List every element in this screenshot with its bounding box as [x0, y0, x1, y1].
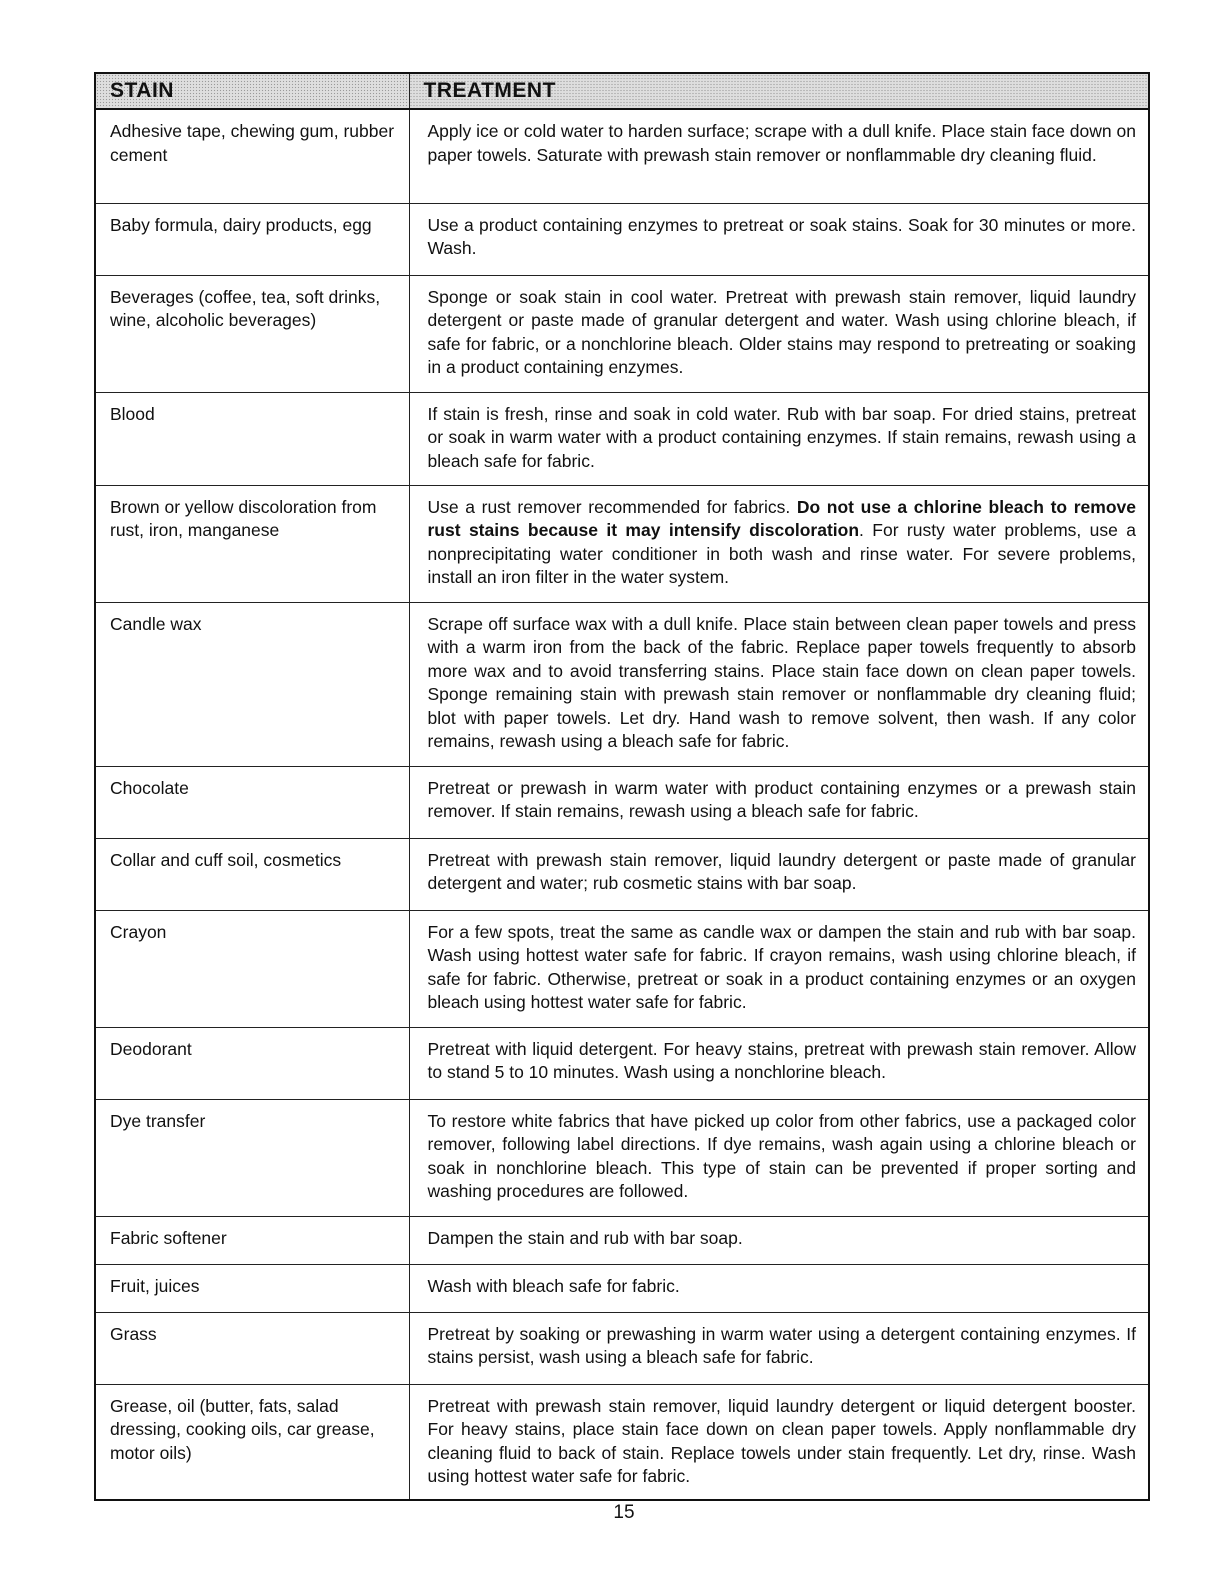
- treatment-cell: If stain is fresh, rinse and soak in cold water. Rub with bar soap. For dried stains, pretreat or soak in warm water with a product containing enzymes. If stain remains, rewash using a bleach safe for fabric.: [409, 392, 1149, 485]
- stain-cell: Chocolate: [95, 766, 409, 838]
- table-row: [95, 485, 1149, 602]
- treatment-cell: To restore white fabrics that have picked up color from other fabrics, use a packaged color remover, following label directions. If dye remains, wash again using a chlorine bleach or soak in nonchlorine bleach. This type of stain can be prevented if proper sorting and washing procedures are followed.: [409, 1099, 1149, 1216]
- stain-cell: Deodorant: [95, 1027, 409, 1099]
- treatment-cell: Apply ice or cold water to harden surface; scrape with a dull knife. Place stain face down on paper towels. Saturate with prewash stain remover or nonflammable dry cleaning fluid.: [409, 109, 1149, 203]
- table-row: [95, 1264, 1149, 1312]
- table-row: [95, 1312, 1149, 1384]
- table-row: [95, 392, 1149, 485]
- treatment-cell: Sponge or soak stain in cool water. Pretreat with prewash stain remover, liquid laundry detergent or paste made of granular detergent and water. Wash using chlorine bleach, if safe for fabric, or a nonchlorine bleach. Older stains may respond to pretreating or soaking in a product containing enzymes.: [409, 275, 1149, 392]
- stain-column-header: STAIN: [95, 73, 409, 109]
- treatment-cell: Scrape off surface wax with a dull knife. Place stain between clean paper towels and press with a warm iron from the back of the fabric. Replace paper towels frequently to absorb more wax and to avoid transferring stains. Place stain face down on clean paper towels. Sponge remaining stain with prewash stain remover or nonflammable dry cleaning fluid; blot with paper towels. Let dry. Hand wash to remove solvent, then wash. If any color remains, rewash using a bleach safe for fabric.: [409, 602, 1149, 766]
- treatment-cell: For a few spots, treat the same as candle wax or dampen the stain and rub with bar soap. Wash using hottest water safe for fabric. If crayon remains, wash using chlorine bleach, if safe for fabric. Otherwise, pretreat or soak in a product containing enzymes or an oxygen bleach using hottest water safe for fabric.: [409, 910, 1149, 1027]
- treatment-text: Use a rust remover recommended for fabrics.: [427, 496, 797, 517]
- stain-cell: Fruit, juices: [95, 1264, 409, 1312]
- rust-warning-text: Do not use a chlorine bleach to remove rust stains because it may intensify discoloration: [427, 496, 1136, 540]
- stain-cell: Adhesive tape, chewing gum, rubber cement: [95, 109, 409, 203]
- stain-cell: Baby formula, dairy products, egg: [95, 203, 409, 275]
- page-number: 15: [613, 1502, 635, 1523]
- treatment-cell: Pretreat with prewash stain remover, liquid laundry detergent or liquid detergent booster. For heavy stains, place stain face down on clean paper towels. Apply nonflammable dry cleaning fluid to back of stain. Replace towels under stain frequently. Let dry, rinse. Wash using hottest water safe for fabric.: [409, 1384, 1149, 1500]
- stain-treatment-table: [94, 72, 1150, 1501]
- stain-cell: Blood: [95, 392, 409, 485]
- stain-cell: Beverages (coffee, tea, soft drinks, wine, alcoholic beverages): [95, 275, 409, 392]
- table-row: [95, 203, 1149, 275]
- stain-cell: Brown or yellow discoloration from rust, iron, manganese: [95, 485, 409, 602]
- treatment-cell: Pretreat by soaking or prewashing in warm water using a detergent containing enzymes. If stains persist, wash using a bleach safe for fabric.: [409, 1312, 1149, 1384]
- table-row: [95, 838, 1149, 910]
- treatment-cell: Pretreat with prewash stain remover, liquid laundry detergent or paste made of granular detergent and water; rub cosmetic stains with bar soap.: [409, 838, 1149, 910]
- stain-cell: Grass: [95, 1312, 409, 1384]
- stain-cell: Dye transfer: [95, 1099, 409, 1216]
- table-row: [95, 1384, 1149, 1500]
- treatment-cell: Pretreat or prewash in warm water with product containing enzymes or a prewash stain remover. If stain remains, rewash using a bleach safe for fabric.: [409, 766, 1149, 838]
- table-header-row: [95, 73, 1149, 109]
- stain-cell: Crayon: [95, 910, 409, 1027]
- stain-cell: Collar and cuff soil, cosmetics: [95, 838, 409, 910]
- stain-cell: Grease, oil (butter, fats, salad dressing, cooking oils, car grease, motor oils): [95, 1384, 409, 1500]
- table-row: [95, 1027, 1149, 1099]
- table-row: [95, 910, 1149, 1027]
- treatment-cell: [409, 485, 1149, 602]
- table-row: [95, 1099, 1149, 1216]
- table-row: [95, 109, 1149, 203]
- stain-cell: Candle wax: [95, 602, 409, 766]
- table-row: [95, 275, 1149, 392]
- table-row: [95, 766, 1149, 838]
- treatment-text: . For rusty water problems, use a nonprecipitating water conditioner in both wash and rinse water. For severe problems, install an iron filter in the water system.: [427, 520, 1136, 587]
- treatment-cell: Wash with bleach safe for fabric.: [409, 1264, 1149, 1312]
- treatment-column-header: TREATMENT: [409, 73, 1149, 109]
- treatment-cell: Dampen the stain and rub with bar soap.: [409, 1216, 1149, 1264]
- table-row: [95, 602, 1149, 766]
- treatment-cell: Use a product containing enzymes to pretreat or soak stains. Soak for 30 minutes or more. Wash.: [409, 203, 1149, 275]
- stain-cell: Fabric softener: [95, 1216, 409, 1264]
- table-row: [95, 1216, 1149, 1264]
- treatment-cell: Pretreat with liquid detergent. For heavy stains, pretreat with prewash stain remover. Allow to stand 5 to 10 minutes. Wash using a nonchlorine bleach.: [409, 1027, 1149, 1099]
